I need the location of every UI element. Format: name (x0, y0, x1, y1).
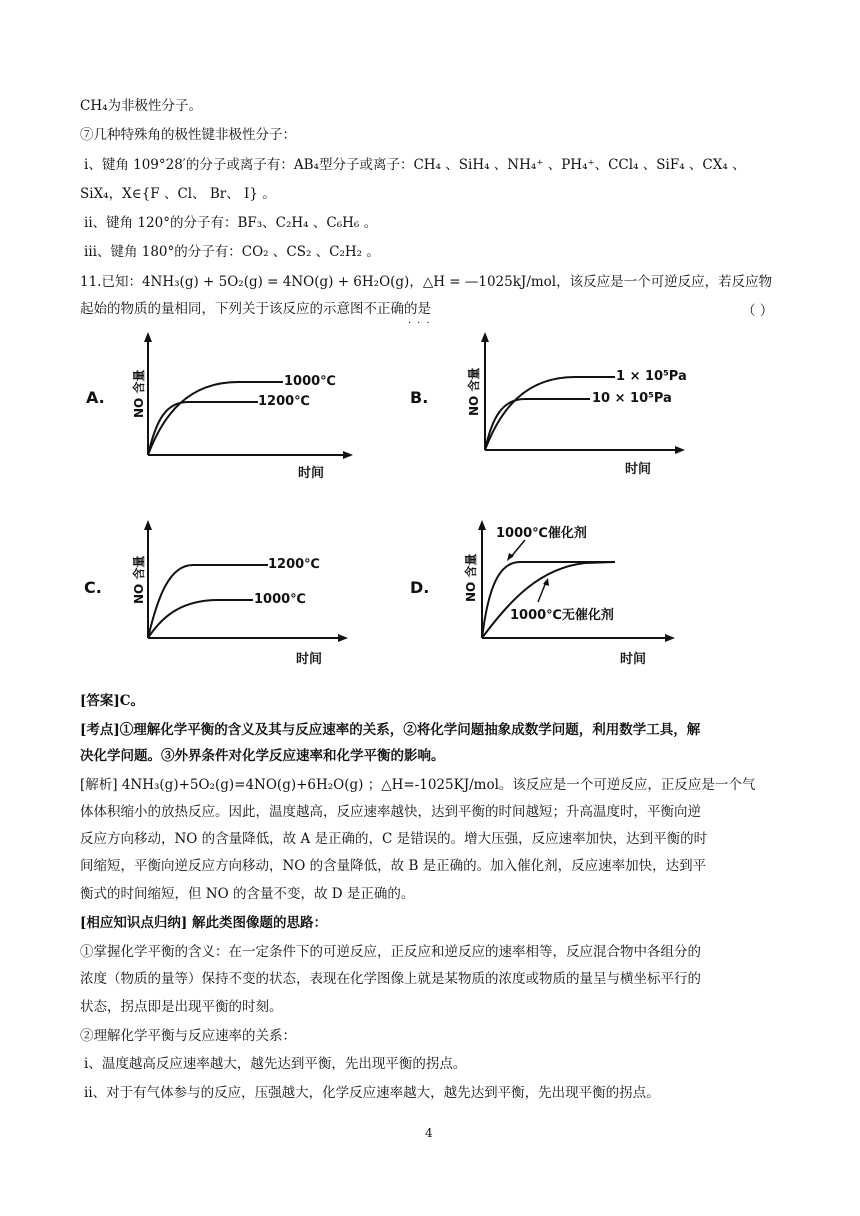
answer-parentheses: （ ） (742, 303, 774, 319)
answer: [答案]C。 (80, 693, 145, 709)
x-arrow (665, 634, 675, 642)
curve-label: 1 × 10⁵Pa (616, 369, 687, 384)
y-arrow (144, 332, 152, 342)
page-number: 4 (425, 1126, 433, 1140)
curve-1e5 (485, 377, 615, 450)
graph-a-plot (78, 330, 438, 490)
analysis-line: 反应方向移动，NO 的含量降低，故 A 是正确的，C 是错误的。增大压强，反应速率加快，达到平衡的时 (80, 831, 708, 847)
question-line: 11.已知：4NH₃(g) + 5O₂(g) = 4NO(g) + 6H₂O(g)，△H = —1025kJ/mol，该反应是一个可逆反应，若反应物 (80, 274, 773, 290)
knowledge-line: 浓度（物质的量等）保持不变的状态，表现在化学图像上就是某物质的浓度或物质的量呈与横坐标平行的 (80, 971, 701, 987)
y-axis-label: NO 含量 (464, 553, 478, 602)
x-arrow (675, 446, 685, 454)
y-axis-label: NO 含量 (132, 555, 146, 604)
text-line: ⑦几种特殊角的极性键非极性分子： (80, 127, 296, 143)
text-line: ⅲ、键角 180°的分子有：CO₂ 、CS₂ 、C₂H₂ 。 (84, 244, 380, 260)
option-label: D. (410, 578, 430, 597)
analysis-line: [解析] 4NH₃(g)+5O₂(g)=4NO(g)+6H₂O(g) ；△H=-1025KJ/mol。该反应是一个可逆反应，正反应是一个气 (80, 777, 756, 793)
curve-label: 1200℃ (268, 557, 320, 572)
graph-b-plot (410, 330, 770, 490)
graph-a (78, 330, 438, 490)
text-line: ⅱ、键角 120°的分子有：BF₃、C₂H₄ 、C₆H₆ 。 (84, 215, 378, 231)
summary-heading: [相应知识点归纳] 解此类图像题的思路： (80, 915, 327, 931)
curve-label: 1000℃无催化剂 (510, 608, 614, 623)
analysis-line: 间缩短，平衡向逆反应方向移动，NO 的含量降低，故 B 是正确的。加入催化剂，反应速率加快，达到平 (80, 858, 707, 874)
graph-c (78, 520, 438, 680)
graph-d-plot (410, 520, 770, 680)
y-arrow (481, 332, 489, 342)
y-axis-label: NO 含量 (132, 369, 146, 418)
x-arrow (343, 451, 353, 459)
graph-d (410, 520, 770, 680)
key-points: [考点]①理解化学平衡的含义及其与反应速率的关系，②将化学问题抽象成数学问题，利用数学工具，解 (80, 722, 701, 738)
x-axis-label: 时间 (625, 462, 652, 477)
text-line: ⅰ、键角 109°28′的分子或离子有：AB₄型分子或离子：CH₄ 、SiH₄ 、NH₄⁺ 、PH₄⁺、CCl₄ 、SiF₄ 、CX₄ 、 (84, 157, 746, 173)
curve-1000 (148, 382, 283, 455)
curve-label: 1000℃催化剂 (496, 526, 587, 541)
x-axis-label: 时间 (296, 652, 323, 667)
y-arrow (478, 520, 486, 530)
question-line: 起始的物质的量相同，下列关于该反应的示意图不正确的是 (80, 301, 431, 317)
curve-label: 1000℃ (254, 592, 306, 607)
key-points: 决化学问题。③外界条件对化学反应速率和化学平衡的影响。 (80, 748, 445, 764)
curve-label: 1000℃ (284, 374, 336, 389)
graph-b (410, 330, 770, 490)
knowledge-line: ②理解化学平衡与反应速率的关系： (80, 1028, 296, 1044)
knowledge-line: ⅰ、温度越高反应速率越大，越先达到平衡，先出现平衡的拐点。 (84, 1056, 467, 1072)
analysis-line: 衡式的时间缩短，但 NO 的含量不变，故 D 是正确的。 (80, 886, 415, 902)
curve-1000 (148, 600, 253, 638)
option-label: C. (84, 578, 102, 597)
curve-1200 (148, 402, 258, 455)
x-arrow (338, 634, 348, 642)
arrow-no-catalyst (538, 582, 546, 602)
text-line: SiX₄，X∈{F 、Cl、 Br、 I} 。 (80, 186, 276, 202)
x-axis-label: 时间 (298, 466, 325, 481)
text-line: CH₄为非极性分子。 (80, 98, 203, 114)
y-arrow (144, 520, 152, 530)
analysis-line: 体体积缩小的放热反应。因此，温度越高，反应速率越快，达到平衡的时间越短；升高温度时，平衡向逆 (80, 804, 701, 820)
knowledge-line: ⅱ、对于有气体参与的反应，压强越大，化学反应速率越大，越先达到平衡，先出现平衡的拐点。 (84, 1085, 660, 1101)
curve-label: 10 × 10⁵Pa (592, 391, 672, 406)
knowledge-line: 状态，拐点即是出现平衡的时刻。 (80, 999, 283, 1015)
curve-label: 1200℃ (258, 394, 310, 409)
option-label: B. (410, 388, 429, 407)
emphasis-dots: ··· (408, 318, 436, 329)
curve-10e5 (485, 399, 590, 450)
knowledge-line: ①掌握化学平衡的含义：在一定条件下的可逆反应，正反应和逆反应的速率相等，反应混合物中各组分的 (80, 944, 701, 960)
curve-1200 (148, 565, 268, 638)
y-axis-label: NO 含量 (467, 367, 481, 416)
curve-no-catalyst (482, 562, 615, 638)
arrow-no-catalyst-head (543, 578, 549, 586)
x-axis-label: 时间 (620, 652, 647, 667)
option-label: A. (86, 388, 105, 407)
